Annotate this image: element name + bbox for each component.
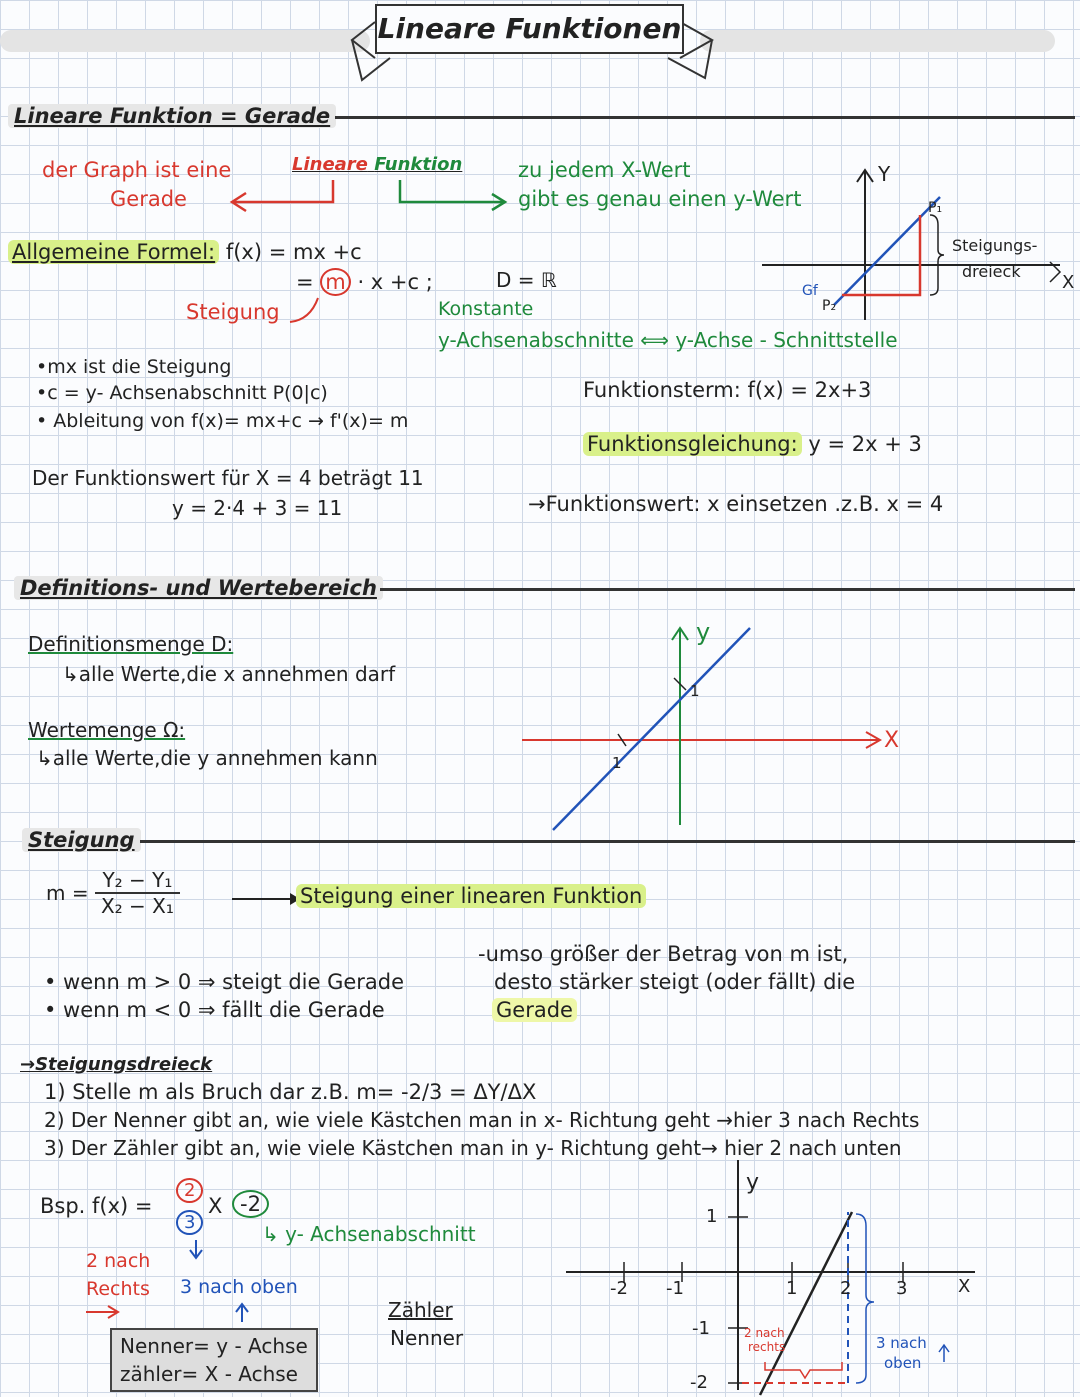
- funktionsterm: Funktionsterm: f(x) = 2x+3: [583, 378, 872, 402]
- g1-gf-label: Gf: [802, 283, 818, 299]
- graph-note-2: Gerade: [110, 187, 187, 211]
- funktionswert-2: y = 2·4 + 3 = 11: [172, 496, 343, 520]
- g4-tick-3: 3: [896, 1278, 908, 1299]
- g4-tick-m1: -1: [666, 1278, 684, 1299]
- step-1: 1) Stelle m als Bruch dar z.B. m= -2/3 = ΔY/ΔX: [44, 1080, 537, 1104]
- umso-1: -umso größer der Betrag von m ist,: [478, 942, 849, 966]
- funktionswert-1: Der Funktionswert für X = 4 beträgt 11: [32, 466, 424, 490]
- fraction-den: X₂ − X₁: [100, 894, 174, 918]
- formel2-eq: =: [296, 270, 314, 294]
- box-line-1: Nenner= y - Achse: [120, 1334, 308, 1358]
- domain-text: D = ℝ: [496, 268, 557, 292]
- section1-heading: Lineare Funktion = Gerade: [8, 104, 336, 128]
- g2-one-x: 1: [612, 754, 622, 772]
- g2-y-label: y: [696, 618, 711, 646]
- g2-x-label: X: [884, 728, 900, 753]
- page-title: Lineare Funktionen: [375, 4, 684, 54]
- bullet-1: •mx ist die Steigung: [36, 356, 232, 378]
- m-label: m =: [46, 881, 89, 905]
- nach-rechts-1: 2 nach: [86, 1250, 151, 1272]
- g4-tick-ym1: -1: [692, 1318, 710, 1339]
- g4-nach-rechts-1: 2 nach: [744, 1326, 785, 1340]
- bsp-c: -2: [232, 1190, 269, 1218]
- steigung-note: Steigung: [186, 300, 280, 324]
- bsp-text: Bsp. f(x) =: [40, 1194, 153, 1218]
- bsp-x: X: [208, 1194, 223, 1218]
- bsp-den: 3: [176, 1210, 203, 1235]
- g1-p1-label: P₁: [928, 200, 943, 216]
- xy-note-1: zu jedem X-Wert: [518, 158, 691, 182]
- bullet-3: • Ableitung von f(x)= mx+c → f'(x)= m: [36, 410, 409, 432]
- g4-nach-rechts-2: rechts: [748, 1340, 786, 1354]
- g4-tick-2: 2: [840, 1278, 852, 1299]
- g4-nach-oben-1: 3 nach: [876, 1334, 927, 1352]
- g4-nach-oben-2: oben: [884, 1354, 922, 1372]
- steigung-einer-lin: Steigung einer linearen Funktion: [296, 884, 646, 908]
- g1-p2-label: P₂: [822, 298, 837, 314]
- step-2: 2) Der Nenner gibt an, wie viele Kästchen man in x- Richtung geht →hier 3 nach Rechts: [44, 1108, 920, 1132]
- formel-text: f(x) = mx +c: [225, 240, 362, 264]
- bsp-num: 2: [176, 1178, 203, 1203]
- yab-note: ↳ y- Achsenabschnitt: [262, 1222, 476, 1246]
- g1-x-label: X: [1062, 272, 1075, 293]
- wenn-1: • wenn m > 0 ⇒ steigt die Gerade: [44, 970, 405, 994]
- def-label: Definitionsmenge D:: [28, 632, 234, 656]
- bullet-2: •c = y- Achsenabschnitt P(0|c): [36, 382, 328, 404]
- funktion-word: Funktion: [374, 154, 463, 175]
- g4-tick-y1: 1: [706, 1206, 718, 1227]
- formel-label: Allgemeine Formel:: [8, 240, 219, 264]
- formel2-rest: · x +c ;: [357, 270, 433, 294]
- g1-sd2: dreieck: [962, 262, 1021, 281]
- fraction-num: Y₂ − Y₁: [95, 868, 180, 894]
- wert-text: ↳alle Werte,die y annehmen kann: [36, 746, 378, 770]
- g4-y-label: y: [746, 1170, 760, 1195]
- section4-heading: →Steigungsdreieck: [20, 1054, 213, 1075]
- konstante-note: Konstante: [438, 298, 534, 320]
- wenn-2: • wenn m < 0 ⇒ fällt die Gerade: [44, 998, 385, 1022]
- wert-label: Wertemenge Ω:: [28, 718, 186, 742]
- xy-note-2: gibt es genau einen y-Wert: [518, 187, 802, 211]
- nach-rechts-2: Rechts: [86, 1278, 150, 1300]
- step-3: 3) Der Zähler gibt an, wie viele Kästchen man in y- Richtung geht→ hier 2 nach unten: [44, 1136, 902, 1160]
- umso-3: Gerade: [492, 998, 577, 1022]
- g4-x-label: X: [958, 1276, 971, 1297]
- zaehler-label: Zähler: [388, 1298, 453, 1322]
- nenner-label: Nenner: [390, 1326, 464, 1350]
- nach-oben: 3 nach oben: [180, 1276, 298, 1298]
- section2-heading: Definitions- und Wertebereich: [14, 576, 383, 600]
- funktionsgleichung-value: y = 2x + 3: [808, 432, 922, 456]
- g4-tick-1: 1: [786, 1278, 798, 1299]
- g1-y-label: Y: [878, 162, 891, 186]
- box-line-2: zähler= X - Achse: [120, 1362, 298, 1386]
- g1-sd1: Steigungs-: [952, 236, 1038, 255]
- section3-heading: Steigung: [22, 828, 141, 852]
- g2-one-y: 1: [690, 682, 700, 700]
- umso-2: desto stärker steigt (oder fällt) die: [494, 970, 856, 994]
- def-text: ↳alle Werte,die x annehmen darf: [62, 662, 396, 686]
- g4-tick-m2: -2: [610, 1278, 628, 1299]
- formel2-m: m: [320, 268, 350, 296]
- funktionsgleichung-label: Funktionsgleichung:: [583, 432, 802, 456]
- lineare-word: Lineare: [292, 154, 368, 175]
- funktionswert-arrow-text: →Funktionswert: x einsetzen .z.B. x = 4: [528, 492, 944, 516]
- g4-tick-ym2: -2: [690, 1372, 708, 1393]
- graph-note-1: der Graph ist eine: [42, 158, 232, 182]
- achsen-note: y-Achsenabschnitte ⟺ y-Achse - Schnittstelle: [438, 328, 898, 352]
